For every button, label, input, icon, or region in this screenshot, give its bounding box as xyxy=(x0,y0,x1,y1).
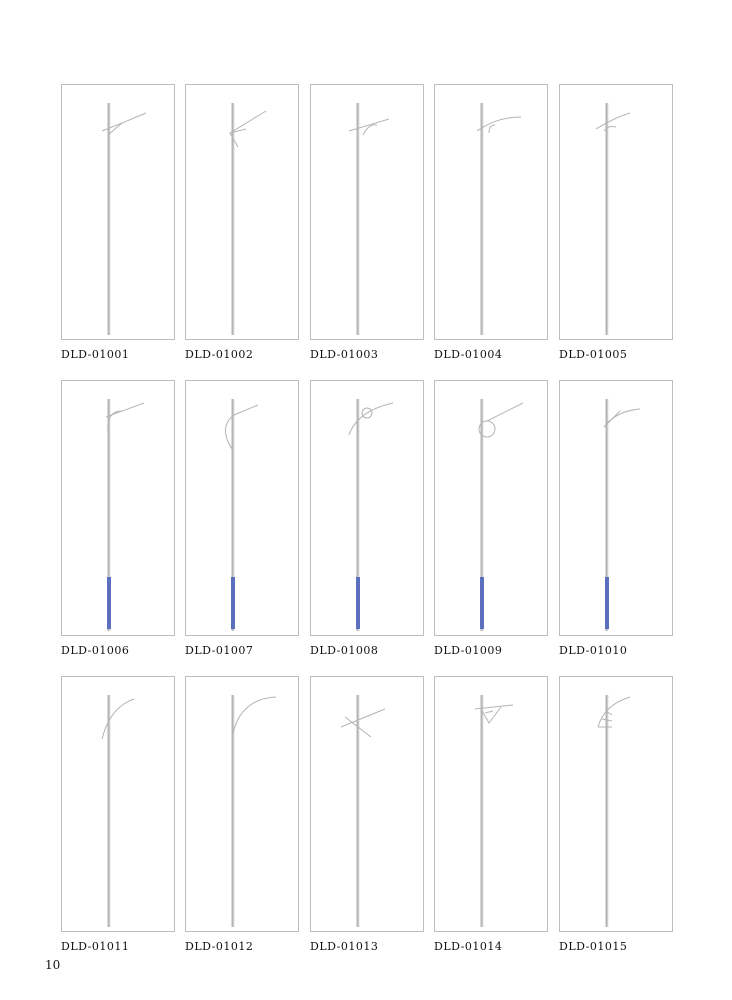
street-lamp-drawing xyxy=(62,677,174,931)
street-lamp-drawing xyxy=(560,85,672,339)
product-card xyxy=(559,380,673,636)
street-lamp-drawing xyxy=(62,85,174,339)
page-number: 10 xyxy=(45,958,61,972)
street-lamp-drawing xyxy=(311,85,423,339)
product-card xyxy=(61,84,175,340)
base-band xyxy=(605,577,609,629)
product-code-label: DLD-01013 xyxy=(310,940,379,953)
product-card xyxy=(310,380,424,636)
product-code-label: DLD-01002 xyxy=(185,348,254,361)
product-card xyxy=(185,84,299,340)
street-lamp-drawing xyxy=(560,381,672,635)
product-card xyxy=(434,380,548,636)
product-code-label: DLD-01009 xyxy=(434,644,503,657)
product-code-label: DLD-01004 xyxy=(434,348,503,361)
product-code-label: DLD-01015 xyxy=(559,940,628,953)
product-code-label: DLD-01008 xyxy=(310,644,379,657)
product-card xyxy=(310,676,424,932)
product-code-label: DLD-01010 xyxy=(559,644,628,657)
product-code-label: DLD-01003 xyxy=(310,348,379,361)
base-band xyxy=(480,577,484,629)
product-card xyxy=(61,676,175,932)
product-code-label: DLD-01011 xyxy=(61,940,130,953)
product-card xyxy=(185,676,299,932)
street-lamp-drawing xyxy=(435,677,547,931)
street-lamp-drawing xyxy=(186,677,298,931)
product-card xyxy=(434,676,548,932)
product-code-label: DLD-01005 xyxy=(559,348,628,361)
product-code-label: DLD-01001 xyxy=(61,348,130,361)
product-card xyxy=(310,84,424,340)
base-band xyxy=(356,577,360,629)
street-lamp-drawing xyxy=(186,381,298,635)
product-card xyxy=(434,84,548,340)
base-band xyxy=(107,577,111,629)
street-lamp-drawing xyxy=(435,381,547,635)
street-lamp-drawing xyxy=(435,85,547,339)
product-card xyxy=(61,380,175,636)
product-code-label: DLD-01006 xyxy=(61,644,130,657)
product-code-label: DLD-01007 xyxy=(185,644,254,657)
product-card xyxy=(185,380,299,636)
street-lamp-drawing xyxy=(560,677,672,931)
product-code-label: DLD-01012 xyxy=(185,940,254,953)
product-card xyxy=(559,676,673,932)
street-lamp-drawing xyxy=(311,381,423,635)
street-lamp-drawing xyxy=(311,677,423,931)
base-band xyxy=(231,577,235,629)
street-lamp-drawing xyxy=(62,381,174,635)
product-code-label: DLD-01014 xyxy=(434,940,503,953)
street-lamp-drawing xyxy=(186,85,298,339)
product-card xyxy=(559,84,673,340)
